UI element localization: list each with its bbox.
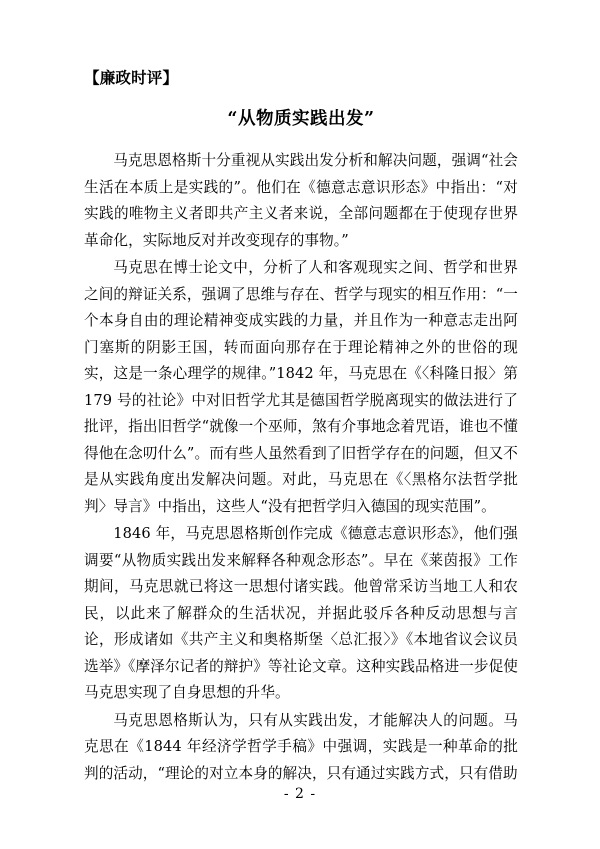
body-paragraph: 1846 年，马克思恩格斯创作完成《德意志意识形态》，他们强调要“从物质实践出发来解释各种观念形态”。早在《莱茵报》工作期间，马克思就已将这一思想付诸实践。他曾常采访当地工人和农民，以此来了解群众的生活状况，并据此驳斥各种反动思想与言论，形成诸如《共产主义和奥格斯堡〈总汇报〉》《本地省议会议员选举》《摩泽尔记者的辩护》等社论文章。这种实践品格进一步促使马克思实现了自身思想的升华。 — [84, 525, 518, 702]
page-number: - 2 - — [283, 786, 317, 802]
page-title: “从物质实践出发” — [227, 109, 375, 130]
page-content — [84, 66, 518, 788]
body-paragraph: 马克思恩格斯十分重视从实践出发分析和解决问题，强调“社会生活在本质上是实践的”。他们在《德意志意识形态》中指出：“对实践的唯物主义者即共产主义者来说，全部问题都在于使现存世界革命化，实际地反对并改变现存的事物。” — [84, 152, 518, 249]
body-paragraph: 马克思在博士论文中，分析了人和客观现实之间、哲学和世界之间的辩证关系，强调了思维与存在、哲学与现实的相互作用：“一个本身自由的理论精神变成实践的力量，并且作为一种意志走出阿门塞斯的阴影王国，转而面向那存在于理论精神之外的世俗的现实，这是一条心理学的规律。”1842 年，马克思在《〈科隆日报〉第 179 号的社论》中对旧哲学尤其是德国哲学脱离现实的做法进行了批评，指出旧哲学“就像一个巫师，煞有介事地念着咒语，谁也不懂得他在念叨什么”。而有些人虽然看到了旧哲学存在的问题，但又不是从实践角度出发解决问题。对此，马克思在《〈黑格尔法哲学批判〉导言》中指出，这些人“没有把哲学归入德国的现实范围”。 — [84, 259, 518, 515]
column-tag: 【廉政时评】 — [84, 68, 179, 87]
body-paragraph: 马克思恩格斯认为，只有从实践出发，才能解决人的问题。马克思在《1844 年经济学哲学手稿》中强调，实践是一种革命的批判的活动，“理论的对立本身的解决，只有通过实践方式，只有借助 — [84, 711, 518, 782]
